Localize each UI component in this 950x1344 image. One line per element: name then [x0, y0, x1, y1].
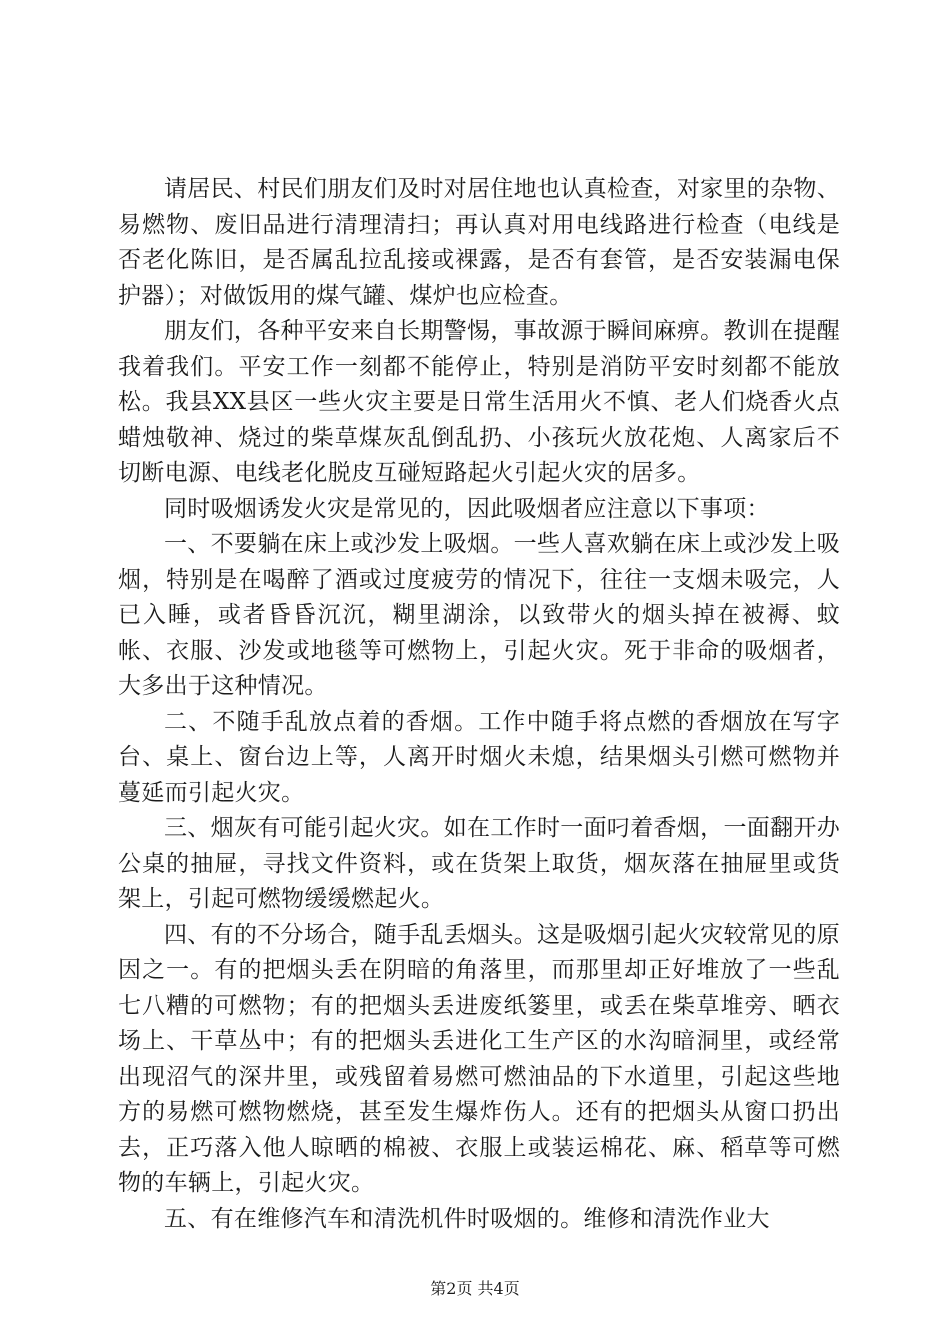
paragraph-inspect-residence: 请居民、村民们朋友们及时对居住地也认真检查，对家里的杂物、易燃物、废旧品进行清理清扫；再认真对用电线路进行检查（电线是否老化陈旧，是否属乱拉乱接或裸露，是否有套管，是否安装漏电保护器）；对做饭用的煤气罐、煤炉也应检查。 — [118, 176, 840, 309]
paragraph-item-1: 一、不要躺在床上或沙发上吸烟。一些人喜欢躺在床上或沙发上吸烟，特别是在喝醉了酒或过度疲劳的情况下，往往一支烟未吸完，人已入睡，或者昏昏沉沉，糊里湖涂，以致带火的烟头掉在被褥、蚊帐、衣服、沙发或地毯等可燃物上，引起火灾。死于非命的吸烟者，大多出于这种情况。 — [118, 531, 840, 699]
paragraph-item-5: 五、有在维修汽车和清洗机件时吸烟的。维修和清洗作业大 — [164, 1205, 770, 1232]
page-number-footer: 第2页 共4页 — [430, 1279, 520, 1298]
paragraph-item-2: 二、不随手乱放点着的香烟。工作中随手将点燃的香烟放在写字台、桌上、窗台边上等，人离开时烟火未熄，结果烟头引燃可燃物并蔓延而引起火灾。 — [118, 708, 840, 806]
paragraph-safety-warning: 朋友们，各种平安来自长期警惕，事故源于瞬间麻痹。教训在提醒我着我们。平安工作一刻都不能停止，特别是消防平安时刻都不能放松。我县XX县区一些火灾主要是日常生活用火不慎、老人们烧香火点蜡烛敬神、烧过的柴草煤灰乱倒乱扔、小孩玩火放花炮、人离家后不切断电源、电线老化脱皮互碰短路起火引起火灾的居多。 — [118, 318, 840, 486]
paragraph-item-4: 四、有的不分场合，随手乱丢烟头。这是吸烟引起火灾较常见的原因之一。有的把烟头丢在阴暗的角落里，而那里却正好堆放了一些乱七八糟的可燃物；有的把烟头丢进废纸篓里，或丢在柴草堆旁、晒衣场上、干草丛中；有的把烟头丢进化工生产区的水沟暗洞里，或经常出现沼气的深井里，或残留着易燃可燃油品的下水道里，引起这些地方的易燃可燃物燃烧，甚至发生爆炸伤人。还有的把烟头从窗口扔出去，正巧落入他人晾晒的棉被、衣服上或装运棉花、麻、稻草等可燃物的车辆上，引起火灾。 — [118, 921, 840, 1196]
paragraph-item-3: 三、烟灰有可能引起火灾。如在工作时一面叼着香烟，一面翻开办公桌的抽屉，寻找文件资料，或在货架上取货，烟灰落在抽屉里或货架上，引起可燃物缓缓燃起火。 — [118, 815, 840, 912]
paragraph-smoking-intro: 同时吸烟诱发火灾是常见的，因此吸烟者应注意以下事项： — [164, 495, 770, 522]
document-body — [118, 172, 840, 1237]
